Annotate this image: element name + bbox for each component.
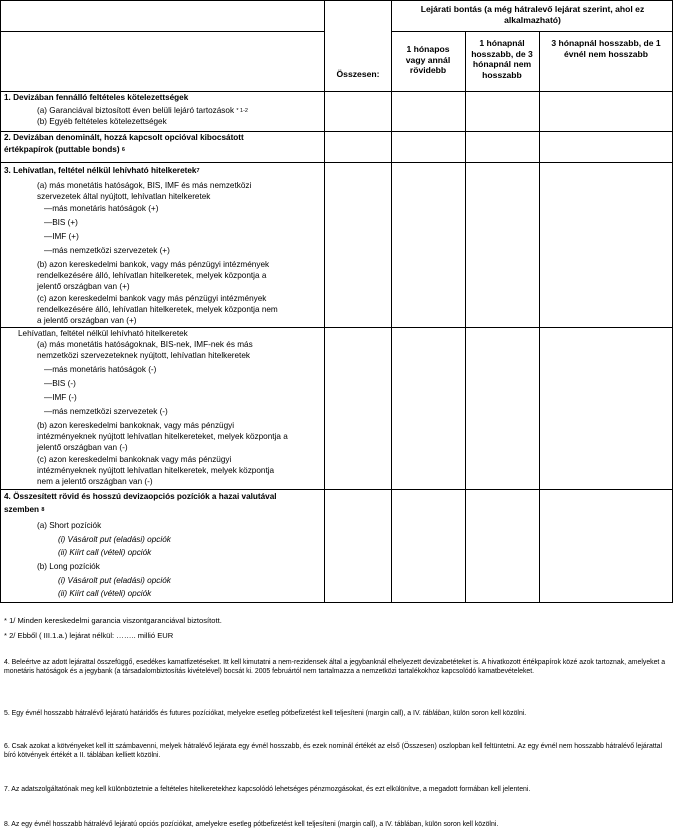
row-3a-bis: —BIS (+)	[44, 218, 78, 227]
footnote-5	[4, 709, 669, 718]
column-header-1-3-months: 1 hónapnál hosszabb, de 3 hónapnál nem hosszabb	[471, 38, 533, 80]
footnote-8: 8. Az egy évnél hosszabb hátralévő lejáratú opciós pozíciókat, amelyekre esetleg pótbefizetést kell teljesíteni (margin call), a IV. táblában, külön soron kell közölni.	[4, 821, 499, 828]
row-1b: (b) Egyéb feltételes kötelezettségek	[37, 117, 167, 126]
table-rule	[391, 0, 392, 603]
row-3b-a-line2: nemzetközi szervezeteknek nyújtott, lehívatlan hitelkeretek	[37, 351, 250, 360]
row-1a-footnote-ref: * 1-2	[236, 108, 248, 114]
footnote-5-end: , külön soron kell közölni.	[449, 710, 527, 717]
footnote-5-emphasis: táblában	[422, 710, 450, 717]
row-3a-monetary-authorities: —más monetáris hatóságok (+)	[44, 204, 159, 213]
table-rule	[0, 0, 1, 603]
section-3-title	[4, 166, 200, 176]
section-2-title-line2	[4, 145, 125, 155]
table-rule	[0, 131, 673, 132]
row-4b-i: (i) Vásárolt put (eladási) opciók	[58, 576, 171, 585]
row-3b-other-intl-orgs: —más nemzetközi szervezetek (-)	[44, 407, 168, 416]
row-4b-long-positions: (b) Long pozíciók	[37, 562, 100, 571]
section-1-title: 1. Devizában fennálló feltételes kötelezettségek	[4, 93, 189, 102]
row-4a-i: (i) Vásárolt put (eladási) opciók	[58, 535, 171, 544]
section-3b-title: Lehívatlan, feltétel nélkül lehívható hitelkeretek	[18, 329, 188, 338]
table-rule	[0, 602, 673, 603]
table-rule	[391, 31, 673, 32]
table-rule	[539, 31, 540, 603]
row-3b-c-line2: intézményeknek nyújtott lehívatlan hitelkeretek, melyek központja	[37, 466, 275, 475]
row-3b-c-line3: nem a jelentő országban van (-)	[37, 477, 153, 486]
row-3b-line1: (b) azon kereskedelmi bankok, vagy más pénzügyi intézmények	[37, 260, 270, 269]
section-2-title-text: értékpapírok (puttable bonds)	[4, 145, 120, 154]
section-2-footnote-ref: 6	[121, 147, 125, 153]
row-3b-monetary-authorities: —más monetáris hatóságok (-)	[44, 365, 157, 374]
footnote-2: * 2/ Ebből ( III.1.a.) lejárat nélkül: …….. millió EUR	[4, 631, 174, 640]
footnote-6: 6. Csak azokat a kötvényeket kell itt számbavenni, melyek hátralévő lejárata egy évnél hosszabb, és ezek nominál értékét az első (Összesen) oszlopban kell feltüntetni. Az egy évnél nem hosszabb hátralévő lejárattal bíró kötvények értékét a II. táblában kelliett közölni.	[4, 743, 663, 760]
row-4a-short-positions: (a) Short pozíciók	[37, 521, 102, 530]
footnote-4: 4. Beleértve az adott lejárattal összefüggő, esedékes kamatfizetéseket. Itt kell kimutatni a nem-rezidensek által a jegybanknál elhelyezett devizabetéteket is. A hivatkozott értékpapírok közé azok tartoznak, amelyeket a monetáris hatóságok és a jegybank (a társadalombiztosítás kivételével) bocsát ki. 2005 februártól nem tartalmazza a nemzetközi tartalékokhoz kapcsolódó kamatbevételeket.	[4, 659, 666, 676]
row-1a-label: (a) Garanciával biztosított éven belüli lejáró tartozások	[37, 106, 235, 115]
row-3b-imf: —IMF (-)	[44, 393, 77, 402]
table-rule	[0, 0, 673, 1]
section-3-footnote-ref: 7	[196, 168, 200, 174]
section-4-title-line1: 4. Összesített rövid és hosszú devizaopciós pozíciók a hazai valutával	[4, 492, 277, 501]
row-3c-line1: (c) azon kereskedelmi bankok vagy más pénzügyi intézmények	[37, 294, 267, 303]
table-rule	[0, 327, 673, 328]
footnote-5-text: 5. Egy évnél hosszabb hátralévő lejáratú határidős és futures pozíciókat, melyekre esetleg pótbefizetést kell teljesíteni (margin call), a IV.	[4, 710, 421, 717]
row-3b-bis: —BIS (-)	[44, 379, 76, 388]
table-rule	[0, 162, 673, 163]
section-3-title-text: 3. Lehívatlan, feltétel nélkül lehívható hitelkeretek	[4, 166, 197, 175]
row-3c-line2: rendelkezésére álló, lehívatlan hitelkeretek, melyek központja nem	[37, 305, 278, 314]
table-rule	[0, 489, 673, 490]
total-column-header: Összesen:	[336, 69, 380, 79]
footnote-7: 7. Az adatszolgáltatónak meg kell különböztetnie a feltételes hitelkeretekhez kapcsolódó lehetséges pénzmozgásokat, és ezt elkülönítve, a megadott formában kell jelenteni.	[4, 786, 531, 793]
row-3a-line2: szervezetek által nyújtott, lehívatlan hitelkeretek	[37, 192, 211, 201]
row-3b-line2: rendelkezésére álló, lehívatlan hitelkeretek, melyek központja a	[37, 271, 267, 280]
table-rule	[0, 91, 673, 92]
table-rule	[0, 31, 324, 32]
column-header-3-12-months: 3 hónapnál hosszabb, de 1 évnél nem hosszabb	[551, 38, 661, 59]
row-3b-b-line1: (b) azon kereskedelmi bankoknak, vagy más pénzügyi	[37, 421, 235, 430]
row-3b-b-line3: jelentő országban van (-)	[37, 443, 128, 452]
column-header-1-month: 1 hónapos vagy annál rövidebb	[405, 44, 451, 76]
section-4-footnote-ref: 8	[41, 507, 45, 513]
section-2-title-line1: 2. Devizában denominált, hozzá kapcsolt opcióval kibocsátott	[4, 133, 244, 142]
section-4-title-text: szemben	[4, 505, 40, 514]
row-1a	[37, 106, 248, 116]
row-3b-b-line2: intézményeknek nyújtott lehívatlan hitelkereteket, melyek központja a	[37, 432, 288, 441]
table-rule	[465, 31, 466, 603]
row-3a-other-intl-orgs: —más nemzetközi szervezetek (+)	[44, 246, 170, 255]
row-4a-ii: (ii) Kiírt call (vételi) opciók	[58, 548, 152, 557]
row-3a-line1: (a) más monetátis hatóságok, BIS, IMF és más nemzetközi	[37, 181, 252, 190]
row-3b-c-line1: (c) azon kereskedelmi bankoknak vagy más pénzügyi	[37, 455, 232, 464]
row-3a-imf: —IMF (+)	[44, 232, 79, 241]
row-3c-line3: a jelentő országban van (+)	[37, 316, 137, 325]
table-rule	[324, 0, 325, 603]
row-3b-a-line1: (a) más monetátis hatóságoknak, BIS-nek, IMF-nek és más	[37, 340, 253, 349]
section-4-title-line2	[4, 505, 44, 515]
row-3b-line3: jelentő országban van (+)	[37, 282, 130, 291]
row-4b-ii: (ii) Kiírt call (vételi) opciók	[58, 589, 152, 598]
maturity-group-header: Lejárati bontás (a még hátralevő lejárat szerint, ahol ez alkalmazható)	[420, 4, 645, 25]
footnote-1: * 1/ Minden kereskedelmi garancia viszontgaranciával biztosított.	[4, 616, 222, 625]
